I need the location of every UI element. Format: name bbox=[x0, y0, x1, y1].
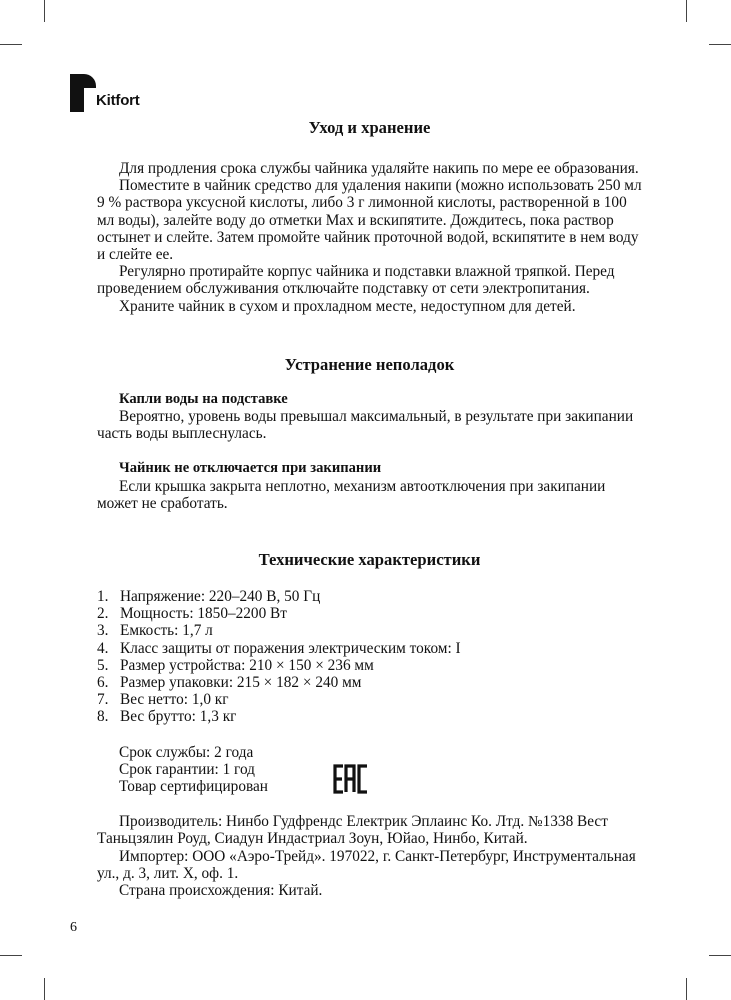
crop-mark bbox=[44, 978, 45, 1000]
page-content bbox=[97, 118, 642, 899]
list-item-text: Мощность: 1850–2200 Вт bbox=[120, 605, 287, 623]
care-paragraph: Храните чайник в сухом и прохладном месте, недоступном для детей. bbox=[119, 297, 576, 315]
crop-mark bbox=[709, 955, 731, 956]
list-item bbox=[97, 588, 642, 605]
list-item bbox=[97, 691, 642, 708]
importer-info: Импортер: ООО «Аэро-Трейд». 197022, г. Санкт-Петербург, Инструментальная ул., д. 3, лит. Х, оф. 1. bbox=[97, 847, 636, 882]
kitfort-logo bbox=[70, 74, 160, 114]
list-item bbox=[97, 622, 642, 639]
crop-mark bbox=[686, 978, 687, 1000]
care-paragraph: Для продления срока службы чайника удаляйте накипь по мере ее образования. bbox=[119, 160, 639, 177]
list-item-text: Вес нетто: 1,0 кг bbox=[120, 691, 229, 709]
kitfort-logo-icon bbox=[70, 74, 98, 112]
care-paragraph: Регулярно протирайте корпус чайника и подставки влажной тряпкой. Перед проведением обслуживания отключайте подставку от сети электропитания. bbox=[97, 263, 615, 298]
service-life: Срок службы: 2 года bbox=[119, 743, 254, 761]
list-item-number: 6. bbox=[97, 674, 109, 692]
care-title: Уход и хранение bbox=[308, 118, 431, 137]
list-item-number: 2. bbox=[97, 605, 109, 623]
warranty-period: Срок гарантии: 1 год bbox=[119, 760, 255, 778]
problem-heading: Капли воды на подставке bbox=[119, 390, 288, 407]
care-paragraph: Поместите в чайник средство для удаления накипи (можно использовать 250 мл 9 % раствора уксусной кислоты, либо 3 г лимонной кислоты, растворенной в 100 мл воды), залейте воду до отметки Max и вскипятите. Дождитесь, пока раствор остынет и слейте. Затем промойте чайник проточной водой, вскипятите в нем воду и слейте ее. bbox=[97, 177, 642, 264]
crop-mark bbox=[0, 44, 22, 45]
problem-solution: Если крышка закрыта неплотно, механизм автоотключения при закипании может не сработать. bbox=[97, 477, 606, 512]
specs-title: Технические характеристики bbox=[258, 550, 481, 570]
list-item bbox=[97, 605, 642, 622]
brand-name: Kitfort bbox=[96, 92, 140, 109]
list-item-text: Размер устройства: 210 × 150 × 236 мм bbox=[120, 656, 374, 674]
troubleshooting-title: Устранение неполадок bbox=[284, 354, 455, 374]
list-item-number: 8. bbox=[97, 708, 109, 726]
list-item-text: Класс защиты от поражения электрическим током: I bbox=[120, 639, 461, 657]
eac-mark-icon bbox=[333, 764, 369, 794]
list-item-text: Емкость: 1,7 л bbox=[120, 622, 213, 640]
problem-block bbox=[97, 391, 642, 443]
problem-block bbox=[97, 460, 642, 512]
certification-note: Товар сертифицирован bbox=[119, 778, 268, 796]
country-of-origin: Страна происхождения: Китай. bbox=[119, 882, 323, 900]
list-item bbox=[97, 640, 642, 657]
page-number: 6 bbox=[70, 920, 77, 935]
list-item-number: 3. bbox=[97, 622, 109, 640]
crop-mark bbox=[44, 0, 45, 22]
list-item-number: 5. bbox=[97, 656, 109, 674]
list-item bbox=[97, 674, 642, 691]
list-item-number: 7. bbox=[97, 691, 109, 709]
list-item bbox=[97, 708, 642, 725]
list-item-text: Вес брутто: 1,3 кг bbox=[120, 708, 237, 726]
list-item-text: Размер упаковки: 215 × 182 × 240 мм bbox=[120, 674, 362, 692]
problem-heading: Чайник не отключается при закипании bbox=[119, 460, 382, 477]
manufacturer-info: Производитель: Нинбо Гудфрендс Електрик Эплаинс Ко. Лтд. №1338 Вест Таньцзялин Роуд, Сиадун Индастриал Зоун, Юйао, Нинбо, Китай. bbox=[97, 813, 608, 848]
crop-mark bbox=[686, 0, 687, 22]
crop-mark bbox=[0, 955, 22, 956]
list-item-number: 4. bbox=[97, 639, 109, 657]
service-info bbox=[97, 744, 642, 796]
list-item-number: 1. bbox=[97, 588, 109, 606]
crop-mark bbox=[709, 44, 731, 45]
list-item bbox=[97, 657, 642, 674]
specs-list bbox=[97, 588, 642, 726]
list-item-text: Напряжение: 220–240 В, 50 Гц bbox=[120, 588, 321, 606]
problem-solution: Вероятно, уровень воды превышал максимальный, в результате при закипании часть воды выплеснулась. bbox=[97, 408, 634, 443]
